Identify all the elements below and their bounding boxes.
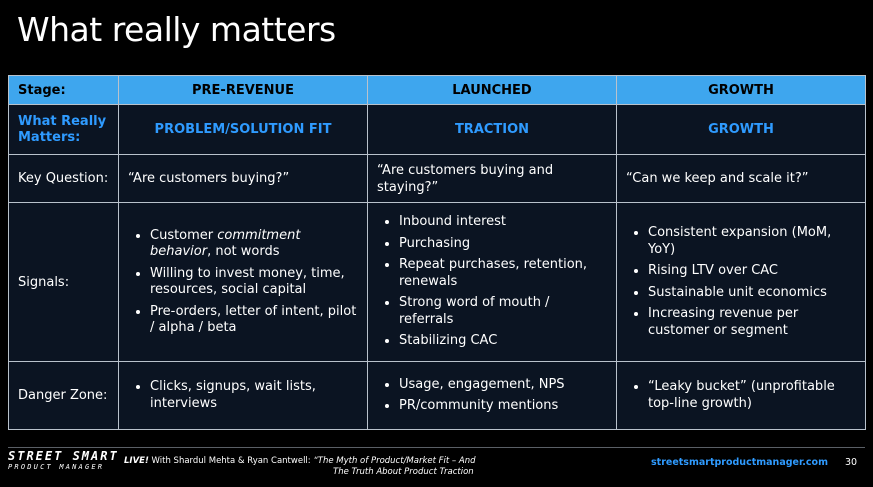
list-item: • PR/community mentions bbox=[399, 398, 607, 415]
question-growth: “Can we keep and scale it?” bbox=[617, 155, 866, 203]
page-number: 30 bbox=[845, 457, 858, 468]
signals-pre-revenue-cell bbox=[119, 203, 368, 362]
talk-title-line1: “The Myth of Product/Market Fit – And bbox=[313, 456, 476, 466]
footer-divider bbox=[8, 447, 865, 448]
header-row bbox=[9, 76, 866, 105]
list-item: • Stabilizing CAC bbox=[399, 333, 607, 350]
signals-label: Signals: bbox=[9, 203, 119, 362]
signals-pre-revenue-list bbox=[128, 228, 358, 337]
list-item: • Inbound interest bbox=[399, 214, 607, 231]
danger-launched-cell bbox=[368, 362, 617, 430]
column-header-growth: GROWTH bbox=[617, 76, 866, 105]
what-really-matters-row bbox=[9, 105, 866, 155]
signals-row bbox=[9, 203, 866, 362]
matters-growth: GROWTH bbox=[617, 105, 866, 155]
list-item: • Pre-orders, letter of intent, pilot / alpha / beta bbox=[150, 304, 358, 337]
list-item: • Rising LTV over CAC bbox=[648, 263, 856, 280]
footer-credits bbox=[124, 456, 544, 467]
danger-pre-revenue-cell bbox=[119, 362, 368, 430]
stage-label: Stage: bbox=[9, 76, 119, 105]
danger-launched-list bbox=[377, 377, 607, 415]
list-item: • Consistent expansion (MoM, YoY) bbox=[648, 225, 856, 258]
matters-pre-revenue: PROBLEM/SOLUTION FIT bbox=[119, 105, 368, 155]
list-item: • Sustainable unit economics bbox=[648, 285, 856, 302]
talk-title-line2: The Truth About Product Traction bbox=[333, 467, 474, 477]
list-item: • Purchasing bbox=[399, 236, 607, 253]
matters-label-line1: What Really bbox=[18, 113, 107, 129]
danger-growth-cell bbox=[617, 362, 866, 430]
signal-text: Customer bbox=[150, 227, 218, 243]
signal-emphasis: commitment behavior bbox=[150, 227, 301, 259]
logo-top-text: STREET SMART bbox=[8, 449, 119, 463]
danger-growth-list bbox=[626, 379, 856, 412]
danger-zone-label: Danger Zone: bbox=[9, 362, 119, 430]
list-item: • Increasing revenue per customer or segment bbox=[648, 306, 856, 339]
matters-label-line2: Matters: bbox=[18, 129, 81, 145]
matters-launched: TRACTION bbox=[368, 105, 617, 155]
key-question-row bbox=[9, 155, 866, 203]
danger-pre-revenue-list bbox=[128, 379, 358, 412]
list-item bbox=[150, 228, 358, 261]
street-smart-logo bbox=[8, 450, 126, 472]
list-item: • Clicks, signups, wait lists, interviews bbox=[150, 379, 358, 412]
list-item: • Usage, engagement, NPS bbox=[399, 377, 607, 394]
signal-text: , not words bbox=[207, 244, 280, 259]
list-item: • Strong word of mouth / referrals bbox=[399, 295, 607, 328]
what-really-matters-label bbox=[9, 105, 119, 155]
signals-growth-list bbox=[626, 225, 856, 339]
signals-growth-cell bbox=[617, 203, 866, 362]
key-question-label: Key Question: bbox=[9, 155, 119, 203]
signals-launched-list bbox=[377, 214, 607, 350]
question-pre-revenue: “Are customers buying?” bbox=[119, 155, 368, 203]
website-url: streetsmartproductmanager.com bbox=[651, 457, 828, 468]
live-label: LIVE! bbox=[124, 456, 149, 466]
column-header-pre-revenue: PRE-REVENUE bbox=[119, 76, 368, 105]
presenters-text: With Shardul Mehta & Ryan Cantwell: bbox=[148, 456, 314, 466]
list-item: • Repeat purchases, retention, renewals bbox=[399, 257, 607, 290]
column-header-launched: LAUNCHED bbox=[368, 76, 617, 105]
question-launched: “Are customers buying and staying?” bbox=[368, 155, 617, 203]
list-item: • Willing to invest money, time, resources, social capital bbox=[150, 266, 358, 299]
slide-title: What really matters bbox=[17, 10, 336, 49]
stage-matrix-table bbox=[8, 75, 866, 430]
danger-zone-row bbox=[9, 362, 866, 430]
list-item: • “Leaky bucket” (unprofitable top-line growth) bbox=[648, 379, 856, 412]
signals-launched-cell bbox=[368, 203, 617, 362]
logo-bottom-text: PRODUCT MANAGER bbox=[8, 463, 105, 471]
